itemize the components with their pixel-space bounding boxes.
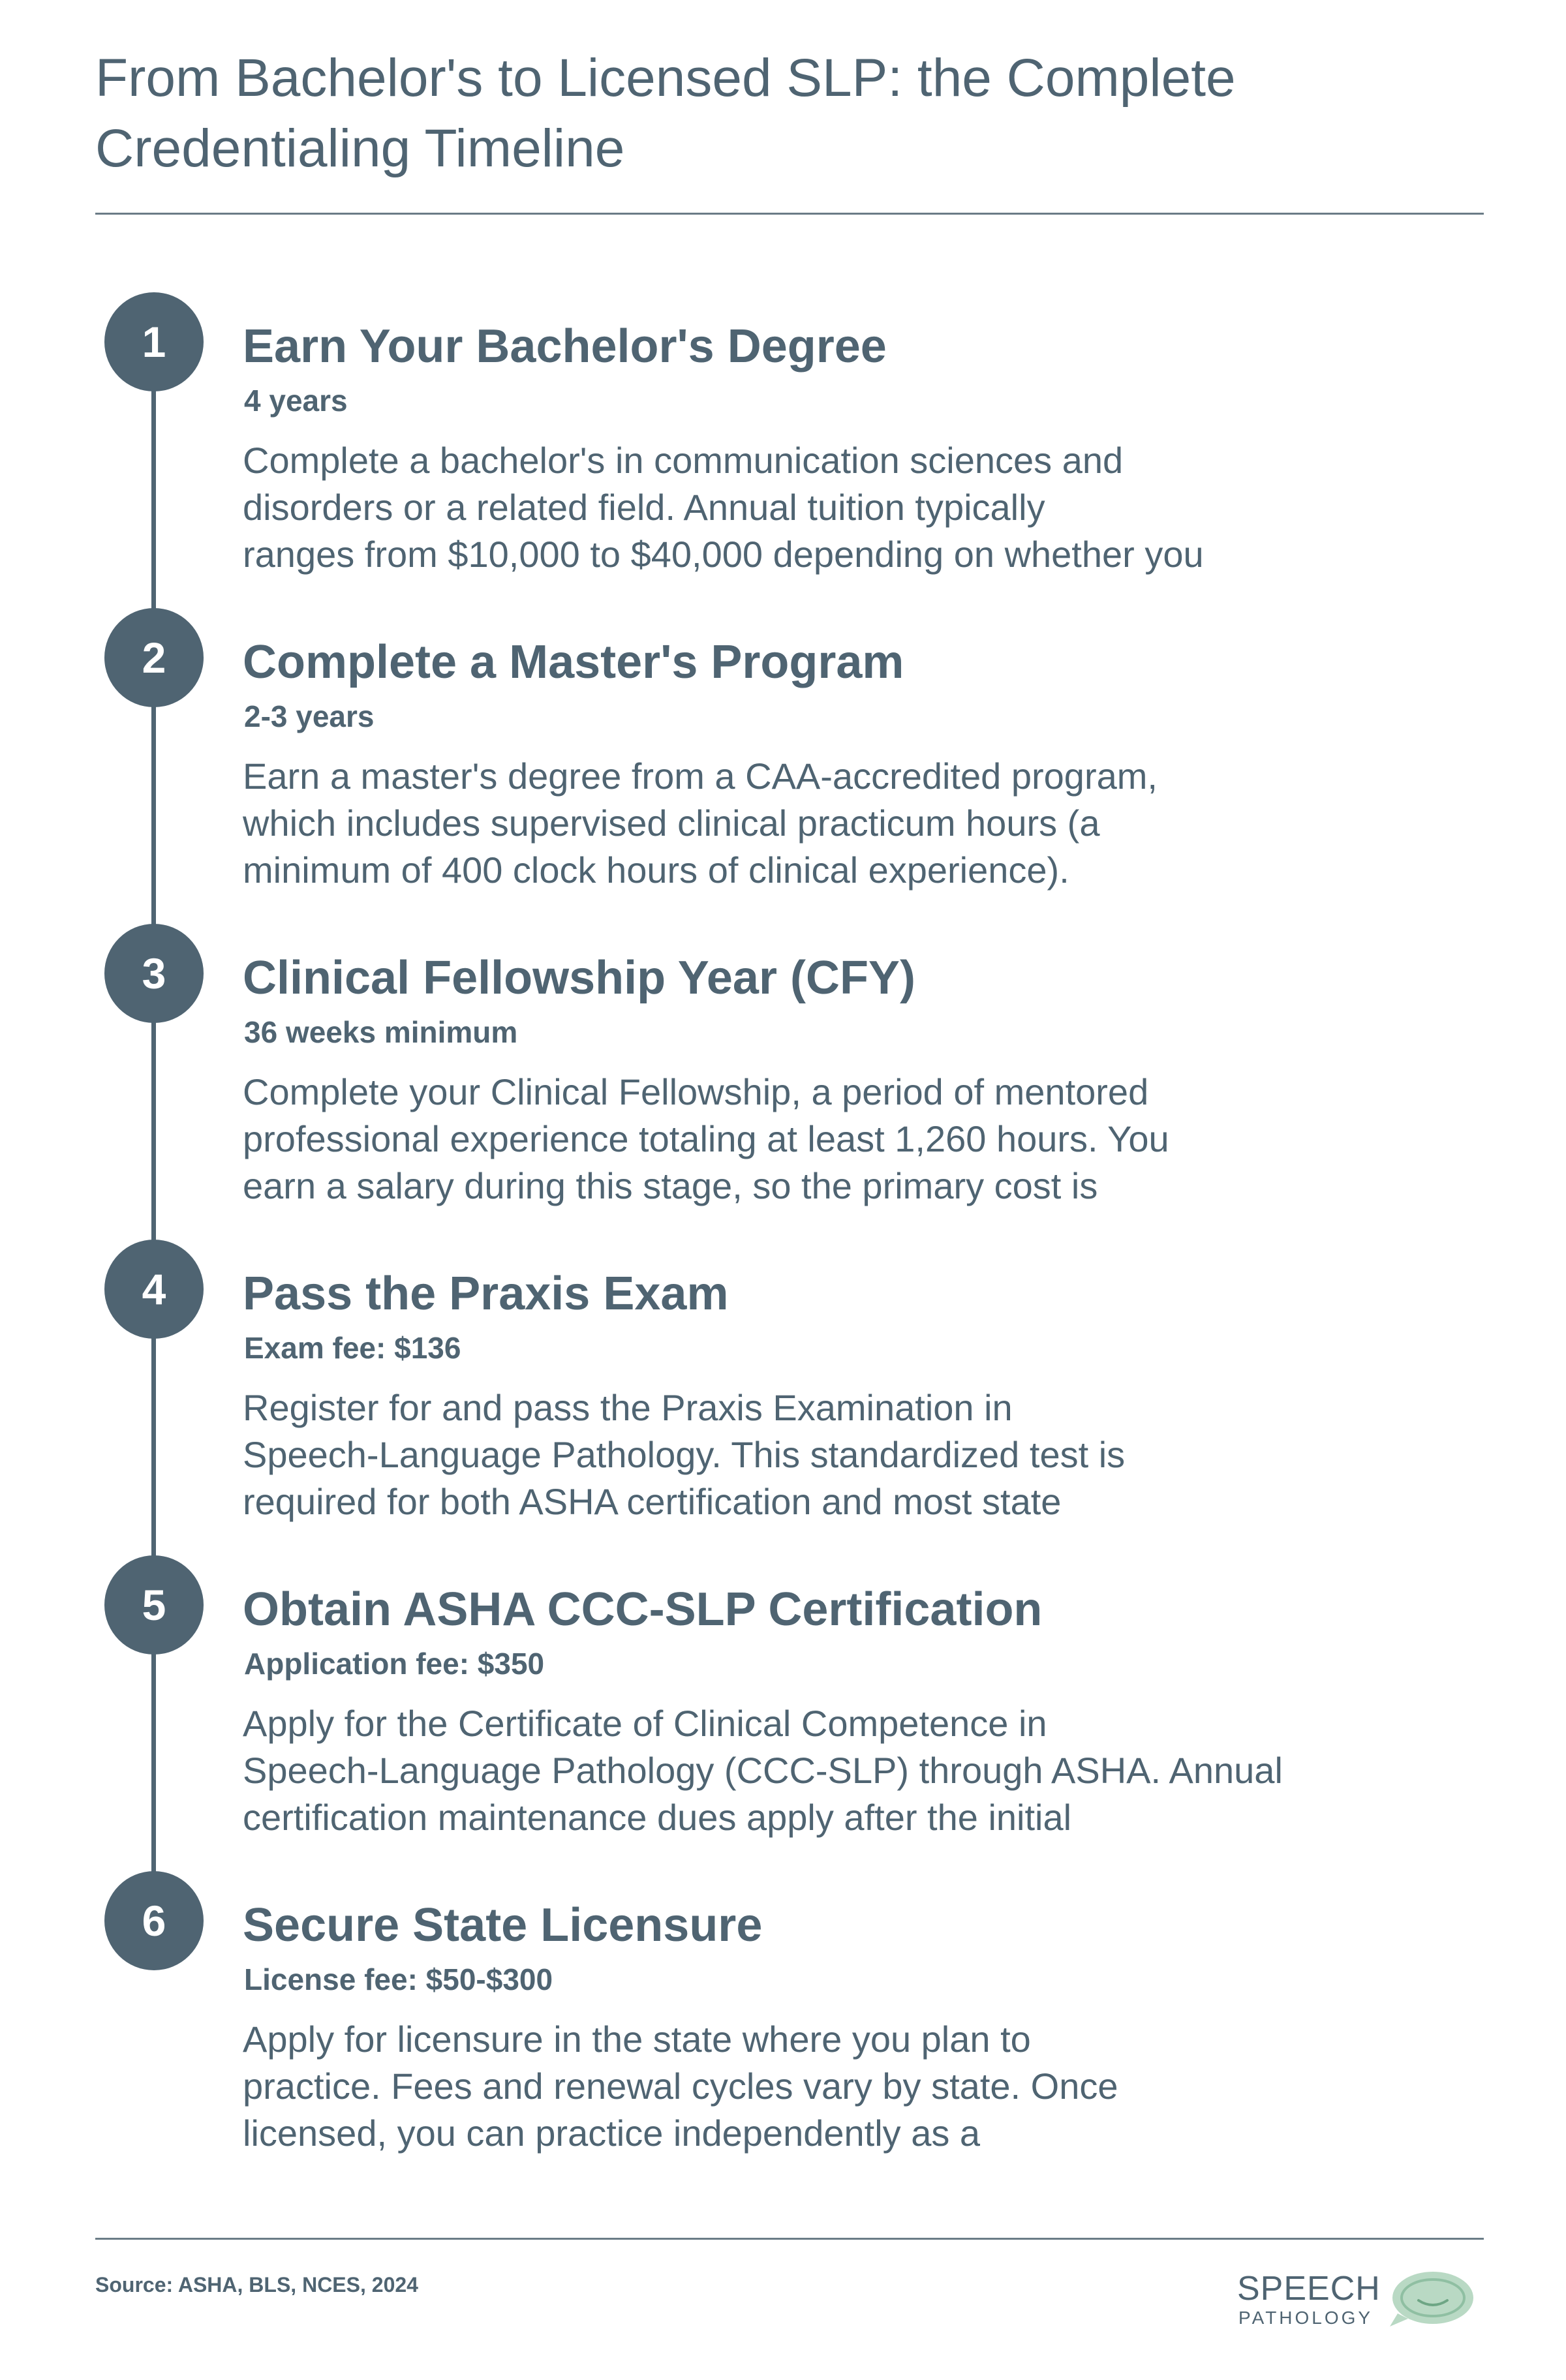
- step-title: Obtain ASHA CCC-SLP Certification: [243, 1583, 1043, 1636]
- step-description: [243, 1069, 1326, 1210]
- step-description-line: Apply for licensure in the state where you plan to: [243, 2019, 1031, 2060]
- step-description-line: disorders or a related field. Annual tuition typically: [243, 487, 1045, 528]
- step-number-badge: 3: [104, 924, 204, 1023]
- footer-divider: [95, 2238, 1484, 2240]
- step-description-line: minimum of 400 clock hours of clinical experience).: [243, 849, 1069, 891]
- step-description-line: Complete your Clinical Fellowship, a period of mentored: [243, 1071, 1149, 1112]
- timeline-step-5: [0, 1555, 1566, 1869]
- step-description-line: licensed, you can practice independently as a: [243, 2113, 981, 2154]
- step-description: [243, 1384, 1326, 1525]
- step-number-badge: 5: [104, 1555, 204, 1655]
- step-description-line: professional experience totaling at least 1,260 hours. You: [243, 1118, 1169, 1159]
- timeline-step-6: [0, 1871, 1566, 2184]
- timeline-step-3: [0, 924, 1566, 1237]
- step-duration: 4 years: [244, 384, 348, 418]
- timeline-step-2: [0, 608, 1566, 921]
- step-description: [243, 2016, 1326, 2157]
- step-description-line: Speech-Language Pathology (CCC-SLP) through ASHA. Annual: [243, 1750, 1283, 1791]
- step-description-line: certification maintenance dues apply after the initial: [243, 1797, 1072, 1838]
- step-fee: License fee: $50-$300: [244, 1962, 553, 1996]
- step-description-line: ranges from $10,000 to $40,000 depending on whether you: [243, 534, 1204, 575]
- step-description-line: earn a salary during this stage, so the primary cost is: [243, 1165, 1098, 1206]
- step-description-line: Speech-Language Pathology. This standardized test is: [243, 1434, 1126, 1475]
- step-number-badge: 2: [104, 608, 204, 707]
- step-description: [243, 1700, 1326, 1841]
- timeline-step-4: [0, 1240, 1566, 1553]
- step-description-line: Register for and pass the Praxis Examination in: [243, 1387, 1013, 1428]
- step-title: Complete a Master's Program: [243, 636, 904, 688]
- timeline-step-1: [0, 292, 1566, 605]
- logo-wordmark-speech: SPEECH: [1237, 2270, 1381, 2308]
- step-fee: Exam fee: $136: [244, 1331, 461, 1365]
- step-description-line: which includes supervised clinical practicum hours (a: [243, 802, 1100, 844]
- step-fee: Application fee: $350: [244, 1647, 545, 1681]
- speech-bubble-icon: [1385, 2268, 1476, 2330]
- step-description-line: practice. Fees and renewal cycles vary by state. Once: [243, 2066, 1118, 2107]
- step-description-line: Apply for the Certificate of Clinical Competence in: [243, 1703, 1047, 1744]
- step-title: Earn Your Bachelor's Degree: [243, 320, 887, 373]
- step-description-line: Complete a bachelor's in communication sciences and: [243, 440, 1124, 481]
- step-number-badge: 6: [104, 1871, 204, 1970]
- step-number-badge: 4: [104, 1240, 204, 1339]
- speech-pathology-logo: [1237, 2264, 1476, 2337]
- step-number-badge: 1: [104, 292, 204, 391]
- step-description-line: Earn a master's degree from a CAA-accredited program,: [243, 755, 1158, 797]
- step-title: Clinical Fellowship Year (CFY): [243, 952, 915, 1004]
- step-duration: 2-3 years: [244, 699, 375, 733]
- step-title: Secure State Licensure: [243, 1899, 763, 1951]
- page-title: From Bachelor's to Licensed SLP: the Complete Credentialing Timeline: [95, 48, 1236, 178]
- step-title: Pass the Praxis Exam: [243, 1268, 729, 1320]
- logo-wordmark-pathology: PATHOLOGY: [1238, 2308, 1374, 2328]
- source-note: Source: ASHA, BLS, NCES, 2024: [95, 2273, 418, 2296]
- step-description: [243, 753, 1326, 894]
- step-description-line: required for both ASHA certification and most state: [243, 1481, 1062, 1522]
- step-duration: 36 weeks minimum: [244, 1015, 518, 1049]
- step-description: [243, 437, 1326, 578]
